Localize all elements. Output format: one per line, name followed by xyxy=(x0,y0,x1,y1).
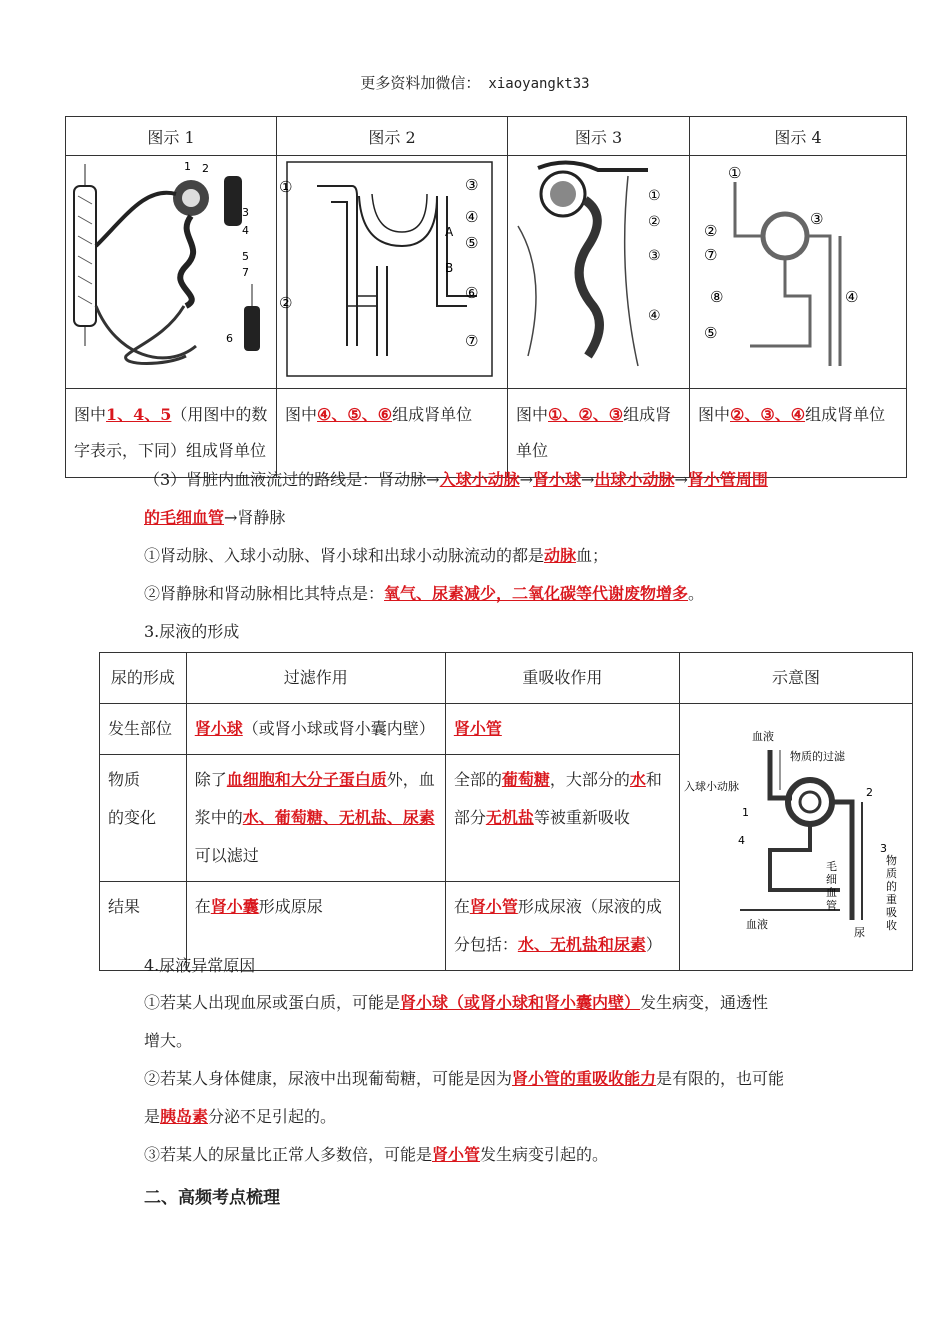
diagram-1-cell xyxy=(66,156,277,389)
ud-urine: 尿 xyxy=(853,926,865,939)
d4-label-5: ⑤ xyxy=(704,324,718,342)
d1-label-3: 3 xyxy=(242,206,249,219)
table1-header-1: 图示 1 xyxy=(66,117,277,156)
d3-label-2: ② xyxy=(648,214,661,230)
table1-header-4: 图示 4 xyxy=(690,117,907,156)
d2-label-4: ④ xyxy=(465,208,479,226)
ud-afferent: 入球小动脉 xyxy=(683,780,739,793)
site-reabsorb: 肾小管 xyxy=(445,704,679,755)
ud-cap-2: 血 xyxy=(825,886,837,899)
d1-label-6: 6 xyxy=(226,332,233,345)
d4-label-4: ④ xyxy=(845,288,859,306)
blood-route-line1: （3）肾脏内血液流过的路线是：肾动脉→入球小动脉→肾小球→出球小动脉→肾小管周围 xyxy=(144,470,768,489)
ud-cap-3: 管 xyxy=(825,899,837,912)
urine-diagram-cell xyxy=(679,704,912,971)
ud-re-0: 物 xyxy=(885,854,897,867)
d3-label-1: ① xyxy=(648,188,661,204)
d2-label-B: B xyxy=(445,261,454,275)
ud-n1: 1 xyxy=(741,806,749,819)
d4-label-1: ① xyxy=(728,164,742,182)
reason-1-line1: ①若某人出现血尿或蛋白质，可能是肾小球（或肾小球和肾小囊内壁）发生病变，通透性 xyxy=(144,993,769,1012)
d1-label-2: 2 xyxy=(202,162,209,175)
ud-cap-1: 细 xyxy=(825,873,837,886)
result-reabsorb: 在肾小管形成尿液（尿液的成分包括：水、无机盐和尿素） xyxy=(445,882,679,971)
change-filter: 除了血细胞和大分子蛋白质外，血浆中的水、葡萄糖、无机盐、尿素可以滤过 xyxy=(186,755,445,882)
d4-label-2: ② xyxy=(704,222,718,240)
d2-label-2: ② xyxy=(279,294,293,312)
ud-cap-0: 毛 xyxy=(825,860,837,873)
reason-2-line1: ②若某人身体健康，尿液中出现葡萄糖，可能是因为肾小管的重吸收能力是有限的，也可能 xyxy=(144,1069,785,1088)
change-reabsorb: 全部的葡萄糖，大部分的水和部分无机盐等被重新吸收 xyxy=(445,755,679,882)
ud-re-4: 吸 xyxy=(885,906,897,919)
table2-header-3: 重吸收作用 xyxy=(445,653,679,704)
diagram-2-cell xyxy=(277,156,508,389)
ud-re-1: 质 xyxy=(885,867,897,880)
ud-blood-in: 血液 xyxy=(751,730,774,743)
nephron-diagram-4 xyxy=(690,156,906,384)
nephron-diagram-table xyxy=(65,116,907,478)
row-change-label: 物质 的变化 xyxy=(100,755,187,882)
table2-header-1: 尿的形成 xyxy=(100,653,187,704)
d2-label-A: A xyxy=(445,225,454,239)
nephron-diagram-2 xyxy=(277,156,507,384)
table1-header-2: 图示 2 xyxy=(277,117,508,156)
d2-label-1: ① xyxy=(279,178,293,196)
section-3-title: 3.尿液的形成 xyxy=(144,622,240,641)
answer-blank: ②、③、④ xyxy=(730,405,806,424)
table1-answer-2: 图中④、⑤、⑥组成肾单位 xyxy=(277,389,508,478)
d2-label-3: ③ xyxy=(465,176,479,194)
ud-blood-out: 血液 xyxy=(745,918,768,931)
table2-header-4: 示意图 xyxy=(679,653,912,704)
table1-header-3: 图示 3 xyxy=(508,117,690,156)
ud-filter: 物质的过滤 xyxy=(789,750,845,763)
header-wechat: xiaoyangkt33 xyxy=(488,76,590,92)
section-heading: 二、高频考点梳理 xyxy=(144,1188,280,1208)
table1-answer-3: 图中①、②、③组成肾单位 xyxy=(508,389,690,478)
d1-label-7: 7 xyxy=(242,266,249,279)
table1-answer-4: 图中②、③、④组成肾单位 xyxy=(690,389,907,478)
point-1: ①肾动脉、入球小动脉、肾小球和出球小动脉流动的都是动脉血； xyxy=(144,546,609,565)
point-2: ②肾静脉和肾动脉相比其特点是：氧气、尿素减少，二氧化碳等代谢废物增多。 xyxy=(144,584,705,603)
answer-blank: ④、⑤、⑥ xyxy=(317,405,393,424)
ud-n2: 2 xyxy=(865,786,873,799)
answer-blank: 1、4、5 xyxy=(106,405,172,424)
ud-n3: 3 xyxy=(879,842,887,855)
ud-n4: 4 xyxy=(737,834,745,847)
nephron-diagram-1 xyxy=(66,156,276,384)
blood-route-line2: 的毛细血管→肾静脉 xyxy=(144,508,286,527)
d3-label-3: ③ xyxy=(648,248,661,264)
answer-blank: ①、②、③ xyxy=(548,405,624,424)
reason-3: ③若某人的尿量比正常人多数倍，可能是肾小管发生病变引起的。 xyxy=(144,1145,609,1164)
row-site-label: 发生部位 xyxy=(100,704,187,755)
ud-re-5: 收 xyxy=(885,919,897,932)
header-label: 更多资料加微信： xyxy=(360,74,481,92)
table2-header-2: 过滤作用 xyxy=(186,653,445,704)
diagram-3-cell xyxy=(508,156,690,389)
d2-label-7: ⑦ xyxy=(465,332,479,350)
nephron-diagram-3 xyxy=(508,156,689,384)
d1-label-4: 4 xyxy=(242,224,249,237)
section-4-title: 4.尿液异常原因 xyxy=(144,956,256,975)
d4-label-7: ⑦ xyxy=(704,246,718,264)
reason-2-line2: 是胰岛素分泌不足引起的。 xyxy=(144,1107,337,1126)
d4-label-8: ⑧ xyxy=(710,288,724,306)
table1-answer-1: 图中1、4、5（用图中的数字表示，下同）组成肾单位 xyxy=(66,389,277,478)
d2-label-6: ⑥ xyxy=(465,284,479,302)
result-filter: 在肾小囊形成原尿 xyxy=(186,882,445,971)
d2-label-5: ⑤ xyxy=(465,234,479,252)
row-result-label: 结果 xyxy=(100,882,187,971)
urine-formation-table xyxy=(99,652,913,971)
site-filter: 肾小球（或肾小球或肾小囊内壁） xyxy=(186,704,445,755)
d4-label-3: ③ xyxy=(810,210,824,228)
d3-label-4: ④ xyxy=(648,308,661,324)
page-header xyxy=(0,72,950,93)
ud-re-3: 重 xyxy=(885,893,897,906)
d1-label-5: 5 xyxy=(242,250,249,263)
urine-formation-diagram xyxy=(680,720,912,940)
d1-label-1: 1 xyxy=(184,160,191,173)
diagram-4-cell xyxy=(690,156,907,389)
ud-re-2: 的 xyxy=(885,880,897,893)
reason-1-line2: 增大。 xyxy=(144,1031,193,1050)
